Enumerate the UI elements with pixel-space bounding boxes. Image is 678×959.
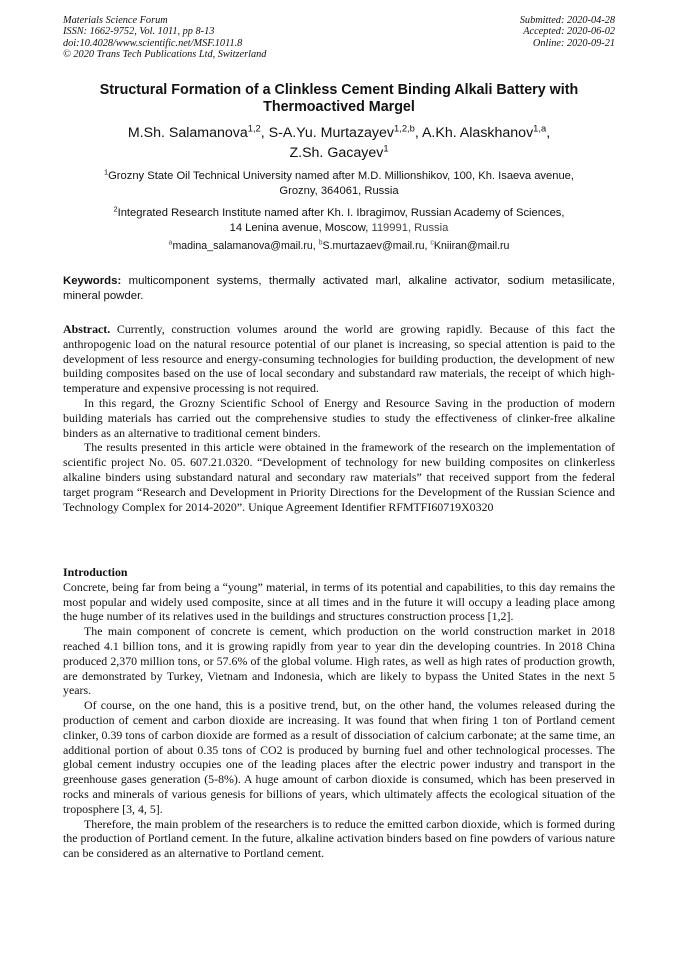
author-list: M.Sh. Salamanova$^{1,2}$, S-A.Yu. Murtazayev$^{1,2,b}$, A.Kh. Alaskhanov$^{1,a}$, Z.Sh. Gacayev$^1$ xyxy=(127,123,551,161)
abstract-paragraph: In this regard, the Grozny Scientific School of Energy and Resource Saving in the production of modern building materials has carried out the comprehensive studies to study the effectiveness of clinker-free alkaline binders as an alternative to traditional cement binders. xyxy=(63,395,615,440)
affiliation-1: $^1$Grozny State Oil Technical University named after M.D. Millionshikov, 100, Kh. Isaeva avenue, Grozny, 364061, Russia xyxy=(103,167,575,197)
email-link[interactable]: madina_salamanova@mail.ru, xyxy=(172,240,319,252)
author-name: Z.Sh. Gacayev xyxy=(289,145,384,161)
online-date: Online: 2020-09-21 xyxy=(532,37,615,49)
abstract-paragraph: The results presented in this article were obtained in the framework of the research on the implementation of scientific project No. 05. 607.21.0320. “Development of technology for new building composites on clinkerless alkaline binders using substandard natural and secondary raw materials” that received support from the federal target program “Research and Development in Priority Directions for the Development of the Russian Science and Technology Complex for 2014-2020”. Unique Agreement Identifier RFMTFI60719X0320 xyxy=(63,440,615,514)
intro-paragraph: Therefore, the main problem of the researchers is to reduce the emitted carbon dioxide, which is formed during the production of Portland cement. In the future, alkaline activation binders based on fine powders of various nature can be considered as an alternative to Portland cement. xyxy=(63,816,615,861)
intro-paragraph: Of course, on the one hand, this is a positive trend, but, on the other hand, the volumes released during the production of cement and carbon dioxide are increasing. It was found that when firing 1 ton of Portland cement clinker, 0.39 tons of carbon dioxide are formed as a result of dissociation of calcium carbonate; at the same time, an additional portion of about 0.35 tons of CO2 is produced by burning fuel and other technological processes. The global cement industry occupies one of the leading places after the electric power industry and transport in the greenhouse gases generation (5-8%). A huge amount of carbon dioxide is consumed, which has been preserved in rocks and minerals of various genesis for billions of years, which ultimately affects the ecological situation of the troposphere [3, 4, 5]. xyxy=(63,698,615,816)
submitted-date: Submitted: 2020-04-28 xyxy=(519,15,615,26)
doi-line: doi:10.4028/www.scientific.net/MSF.1011.8 xyxy=(63,37,243,49)
abstract-label: Abstract. xyxy=(63,322,111,336)
issn-line: ISSN: 1662-9752, Vol. 1011, pp 8-13 xyxy=(63,26,215,38)
author-name: S-A.Yu. Murtazayev xyxy=(268,125,395,141)
accepted-date: Accepted: 2020-06-02 xyxy=(523,26,615,38)
intro-paragraph: Concrete, being far from being a “young” material, in terms of its potential and capabilities, to this day remains the most popular and widely used composite, since at all times and in the future it will occupy a leading place among the huge number of its relatives used in the buildings and structures construction process [1,2]. xyxy=(63,579,615,624)
author-affiliation-mark: 1 xyxy=(383,143,389,154)
author-emails: $^a$madina_salamanova@mail.ru, $^b$S.murtazaev@mail.ru, $^c$Kniiran@mail.ru xyxy=(168,239,510,252)
email-link[interactable]: Kniiran@mail.ru xyxy=(433,240,510,252)
affiliation-2: $^2$Integrated Research Institute named after Kh. I. Ibragimov, Russian Academy of Sciences, 14 Lenina avenue, Moscow, 119991, Russia xyxy=(113,204,565,234)
author-affiliation-mark: 1,2,b xyxy=(394,123,415,134)
intro-paragraph: The main component of concrete is cement, which production on the world construction market in 2018 reached 4.1 billion tons, and it is growing rapidly from year to year din the developing countries. In 2018 China produced 2,370 million tons, or 57.6% of the global volume. High rates, as well as high rates of production growth, are demonstrated by Turkey, Vietnam and Indonesia, which are likely to bypass the United States in the next 5 years. xyxy=(63,624,615,698)
author-affiliation-mark: 1,a xyxy=(533,123,547,134)
journal-header xyxy=(63,15,266,60)
author-name: A.Kh. Alaskhanov xyxy=(421,125,534,141)
paper-title: Structural Formation of a Clinkless Cement Binding Alkali Battery with Thermoactived Margel xyxy=(99,82,579,115)
section-heading: Introduction xyxy=(63,565,128,579)
author-name: M.Sh. Salamanova xyxy=(127,125,248,141)
keywords-text: multicomponent systems, thermally activated marl, alkaline activator, sodium metasilicate, mineral powder. xyxy=(63,275,615,302)
journal-name: Materials Science Forum xyxy=(63,15,168,26)
keywords xyxy=(63,274,615,303)
copyright-line: © 2020 Trans Tech Publications Ltd, Switzerland xyxy=(63,48,267,60)
keywords-label: Keywords: xyxy=(63,275,122,287)
introduction-section xyxy=(63,565,615,861)
author-affiliation-mark: 1,2 xyxy=(247,123,261,134)
dates-header xyxy=(520,15,615,49)
abstract-paragraph: Abstract. Currently, construction volumes around the world are growing rapidly. Because of this fact the anthropogenic load on the natural resource potential of our planet is increasing, so special attention is paid to the development of less resource and energy-consuming technologies for building production, the development of new building composites based on the use of local secondary and substandard raw materials, the receipt of which high-temperature and expensive processing is not required. xyxy=(63,322,615,396)
email-link[interactable]: S.murtazaev@mail.ru, xyxy=(322,240,431,252)
abstract-section xyxy=(63,322,615,514)
